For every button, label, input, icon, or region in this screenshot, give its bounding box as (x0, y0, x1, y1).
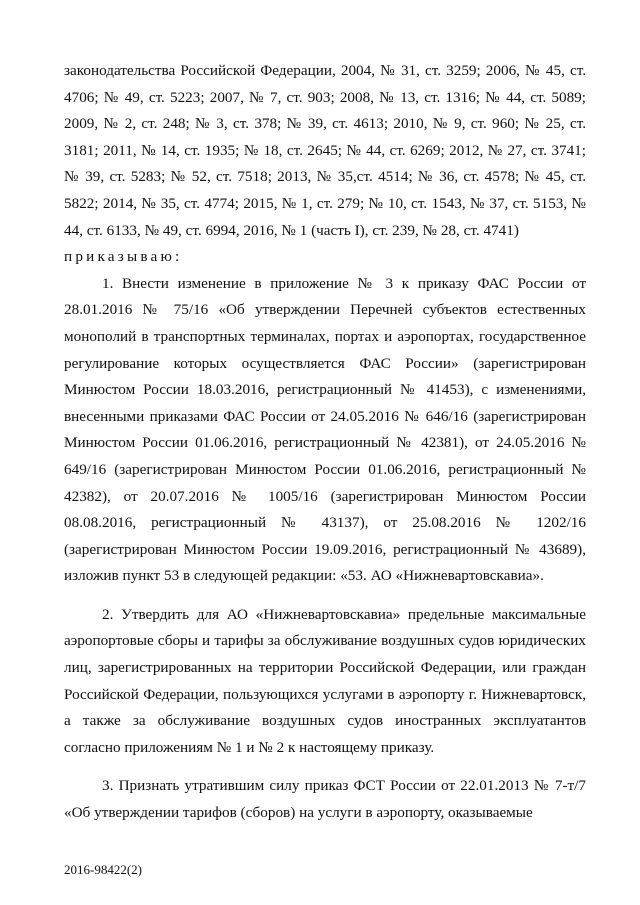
order-item-2: 2. Утвердить для АО «Нижневартовскавиа» предельные максимальные аэропортовые сборы и тарифы за обслуживание воздушных судов юридических лиц, зарегистрированных на территории Российской Федерации, или граждан Российской Федерации, пользующихся услугами в аэропорту г. Нижневартовск, а также за обслуживание воздушных судов иностранных эксплуатантов согласно приложениям № 1 и № 2 к настоящему приказу. (64, 605, 586, 756)
order-word: приказываю: (64, 248, 183, 266)
legislation-references-paragraph: законодательства Российской Федерации, 2004, № 31, ст. 3259; 2006, № 45, ст. 4706; № 49, ст. 5223; 2007, № 7, ст. 903; 2008, № 13, ст. 1316; № 44, ст. 5089; 2009, № 2, ст. 248; № 3, ст. 378; № 39, ст. 4613; 2010, № 9, ст. 960; № 25, ст. 3181; 2011, № 14, ст. 1935; № 18, ст. 2645; № 44, ст. 6269; 2012, № 27, ст. 3741; № 39, ст. 5283; № 52, ст. 7518; 2013, № 35,ст. 4514; № 36, ст. 4578; № 45, ст. 5822; 2014, № 35, ст. 4774; 2015, № 1, ст. 279; № 10, ст. 1543, № 37, ст. 5153, № 44, ст. 6133, № 49, ст. 6994, 2016, № 1 (часть I), ст. 239, № 28, ст. 4741) (64, 62, 586, 239)
order-item-3: 3. Признать утратившим силу приказ ФСТ России от 22.01.2013 № 7-т/7 «Об утверждении тарифов (сборов) на услуги в аэропорту, оказываемые (64, 777, 586, 822)
order-item-1: 1. Внести изменение в приложение № 3 к приказу ФАС России от 28.01.2016 № 75/16 «Об утверждении Перечней субъектов естественных монополий в транспортных терминалах, портах и аэропортах, государственное регулирование которых осуществляется ФАС России» (зарегистрирован Минюстом России 18.03.2016, регистрационный № 41453), с изменениями, внесенными приказами ФАС России от 24.05.2016 № 646/16 (зарегистрирован Минюстом России 01.06.2016, регистрационный № 42381), от 24.05.2016 № 649/16 (зарегистрирован Минюстом России 01.06.2016, регистрационный № 42382), от 20.07.2016 № 1005/16 (зарегистрирован Минюстом России 08.08.2016, регистрационный № 43137), от 25.08.2016 № 1202/16 (зарегистрирован Минюстом России 19.09.2016, регистрационный № 43689), изложив пункт 53 в следующей редакции: «53. АО «Нижневартовскавиа». (64, 274, 586, 585)
document-body (64, 58, 586, 827)
document-code-footer: 2016-98422(2) (64, 862, 142, 877)
